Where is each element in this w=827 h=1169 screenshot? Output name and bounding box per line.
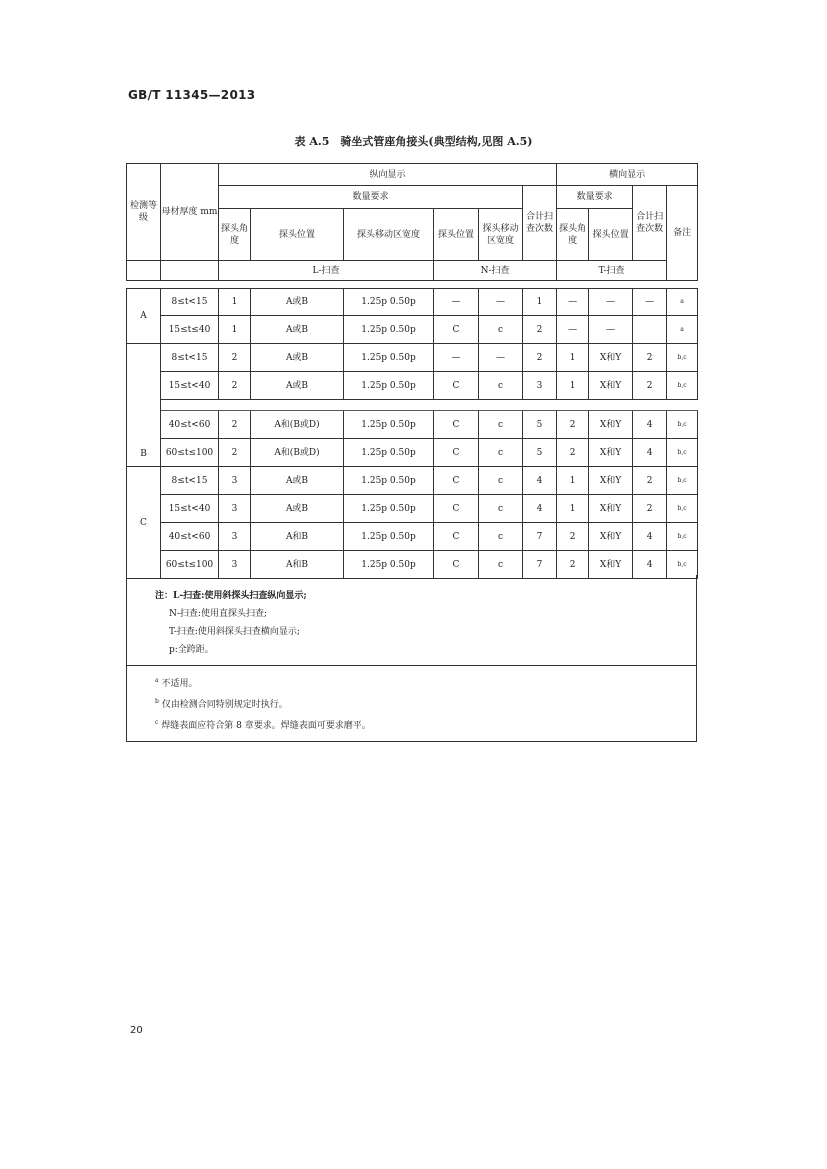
cell-width: 1.25p 0.50p (344, 439, 434, 467)
cell-width: 1.25p 0.50p (344, 372, 434, 400)
cell-n-width: c (479, 439, 523, 467)
cell-pos: A或B (251, 467, 344, 495)
cell-remark: b,c (667, 495, 698, 523)
cell-t-angle: 1 (557, 467, 589, 495)
cell-t-angle: — (557, 316, 589, 344)
header-move-width: 探头移动区宽度 (344, 209, 434, 261)
table-row (127, 289, 698, 316)
cell-pos: A或B (251, 289, 344, 316)
cell-t-angle: 2 (557, 439, 589, 467)
cell-angle: 1 (219, 316, 251, 344)
header-remarks: 备注 (667, 186, 698, 281)
cell-pos: A或B (251, 372, 344, 400)
cell-remark: b,c (667, 551, 698, 579)
note-p-def: p:全跨距。 (169, 645, 214, 655)
table-row (127, 372, 698, 400)
footnote-c-mark: c (155, 719, 159, 726)
cell-t-total: 2 (633, 372, 667, 400)
cell-remark: b,c (667, 467, 698, 495)
table-row (127, 411, 698, 439)
header-transverse: 横向显示 (557, 164, 698, 186)
cell-total: 2 (523, 344, 557, 372)
header-t-probe-pos: 探头位置 (589, 209, 633, 261)
footnote-c (155, 714, 696, 735)
cell-thickness: 40≤t<60 (161, 411, 219, 439)
cell-total: 4 (523, 495, 557, 523)
cell-t-total: 4 (633, 411, 667, 439)
note-n-scan: N-扫查:使用直探头扫查; (169, 609, 267, 619)
cell-t-angle: — (557, 289, 589, 316)
cell-width: 1.25p 0.50p (344, 523, 434, 551)
cell-remark: b,c (667, 411, 698, 439)
cell-n-pos: C (434, 495, 479, 523)
cell-remark: b,c (667, 439, 698, 467)
cell-t-total: — (633, 289, 667, 316)
cell-t-pos: X和Y (589, 467, 633, 495)
cell-remark: a (667, 289, 698, 316)
cell-width: 1.25p 0.50p (344, 495, 434, 523)
cell-t-pos: X和Y (589, 551, 633, 579)
header-qty-req: 数量要求 (219, 186, 523, 209)
cell-n-pos: C (434, 439, 479, 467)
header-thickness: 母材厚度 mm (161, 164, 219, 261)
cell-n-pos: C (434, 467, 479, 495)
header-longitudinal: 纵向显示 (219, 164, 557, 186)
cell-n-pos: C (434, 551, 479, 579)
cell-thickness: 40≤t<60 (161, 523, 219, 551)
cell-t-pos: X和Y (589, 523, 633, 551)
cell-thickness: 15≤t<40 (161, 495, 219, 523)
cell-n-pos: C (434, 372, 479, 400)
table-row (127, 344, 698, 372)
header-n-probe-pos: 探头位置 (434, 209, 479, 261)
footnotes-block (127, 666, 696, 741)
header-t-scan: T-扫查 (557, 261, 667, 281)
table-row (127, 316, 698, 344)
cell-pos: A和(B或D) (251, 411, 344, 439)
page-break-gap (127, 400, 698, 411)
cell-t-total: 4 (633, 551, 667, 579)
cell-thickness: 60≤t≤100 (161, 439, 219, 467)
notes-box (126, 575, 697, 742)
notes-block (127, 575, 696, 666)
header-t-qty-req: 数量要求 (557, 186, 633, 209)
cell-total: 5 (523, 439, 557, 467)
cell-t-angle: 2 (557, 551, 589, 579)
note-l-scan: 注：L-扫查:使用斜探头扫查纵向显示; (155, 591, 307, 601)
cell-t-pos: X和Y (589, 411, 633, 439)
cell-pos: A或B (251, 316, 344, 344)
cell-pos: A或B (251, 344, 344, 372)
table-row (127, 495, 698, 523)
cell-t-angle: 1 (557, 344, 589, 372)
level-a: A (127, 289, 161, 344)
cell-t-angle: 1 (557, 372, 589, 400)
header-t-total: 合计扫查次数 (633, 186, 667, 261)
cell-n-width: c (479, 523, 523, 551)
header-n-scan: N-扫查 (434, 261, 557, 281)
cell-angle: 3 (219, 523, 251, 551)
inspection-table (126, 163, 697, 579)
cell-width: 1.25p 0.50p (344, 344, 434, 372)
cell-n-width: c (479, 495, 523, 523)
header-probe-pos: 探头位置 (251, 209, 344, 261)
cell-n-pos: C (434, 316, 479, 344)
header-l-scan: L-扫查 (219, 261, 434, 281)
cell-n-pos: C (434, 411, 479, 439)
cell-t-total: 4 (633, 439, 667, 467)
cell-n-width: c (479, 411, 523, 439)
cell-pos: A和(B或D) (251, 439, 344, 467)
table-row (127, 467, 698, 495)
cell-angle: 3 (219, 495, 251, 523)
cell-n-width: — (479, 344, 523, 372)
cell-n-pos: — (434, 289, 479, 316)
cell-t-pos: X和Y (589, 439, 633, 467)
header-n-move-width: 探头移动区宽度 (479, 209, 523, 261)
cell-t-pos: — (589, 289, 633, 316)
cell-t-pos: X和Y (589, 344, 633, 372)
cell-t-total: 2 (633, 495, 667, 523)
note-t-scan: T-扫查:使用斜探头扫查横向显示; (169, 627, 300, 637)
cell-t-pos: — (589, 316, 633, 344)
header-probe-angle: 探头角度 (219, 209, 251, 261)
cell-pos: A和B (251, 523, 344, 551)
cell-n-width: c (479, 316, 523, 344)
cell-thickness: 15≤t≤40 (161, 316, 219, 344)
cell-remark: b,c (667, 372, 698, 400)
cell-total: 7 (523, 523, 557, 551)
header-level: 检测等级 (127, 164, 161, 261)
cell-n-width: c (479, 551, 523, 579)
cell-pos: A或B (251, 495, 344, 523)
cell-n-pos: — (434, 344, 479, 372)
cell-t-total: 4 (633, 523, 667, 551)
cell-angle: 2 (219, 372, 251, 400)
table-row (127, 439, 698, 467)
cell-n-width: c (479, 372, 523, 400)
cell-total: 7 (523, 551, 557, 579)
cell-width: 1.25p 0.50p (344, 551, 434, 579)
footnote-b-text: 仅由检测合同特别规定时执行。 (161, 700, 288, 710)
cell-angle: 1 (219, 289, 251, 316)
level-c: C (127, 467, 161, 579)
page-number: 20 (130, 1025, 143, 1036)
cell-width: 1.25p 0.50p (344, 289, 434, 316)
cell-angle: 3 (219, 551, 251, 579)
cell-t-pos: X和Y (589, 495, 633, 523)
cell-total: 3 (523, 372, 557, 400)
cell-n-width: c (479, 467, 523, 495)
cell-remark: b,c (667, 523, 698, 551)
cell-t-angle: 1 (557, 495, 589, 523)
cell-n-width: — (479, 289, 523, 316)
footnote-a-text: 不适用。 (161, 679, 198, 689)
footnote-b (155, 693, 696, 714)
cell-total: 4 (523, 467, 557, 495)
cell-thickness: 8≤t<15 (161, 467, 219, 495)
header-total: 合计扫查次数 (523, 186, 557, 261)
footnote-a-mark: a (155, 677, 159, 684)
cell-thickness: 8≤t<15 (161, 344, 219, 372)
cell-angle: 2 (219, 411, 251, 439)
cell-remark: a (667, 316, 698, 344)
cell-t-pos: X和Y (589, 372, 633, 400)
cell-width: 1.25p 0.50p (344, 467, 434, 495)
cell-n-pos: C (434, 523, 479, 551)
cell-remark: b,c (667, 344, 698, 372)
cell-t-total: 2 (633, 344, 667, 372)
cell-width: 1.25p 0.50p (344, 316, 434, 344)
cell-t-angle: 2 (557, 523, 589, 551)
standard-number: GB/T 11345—2013 (128, 88, 256, 102)
cell-total: 5 (523, 411, 557, 439)
cell-thickness: 15≤t<40 (161, 372, 219, 400)
cell-angle: 2 (219, 439, 251, 467)
cell-angle: 2 (219, 344, 251, 372)
footnote-c-text: 焊缝表面应符合第 8 章要求。焊缝表面可要求磨平。 (161, 721, 371, 731)
cell-thickness: 60≤t≤100 (161, 551, 219, 579)
cell-pos: A和B (251, 551, 344, 579)
header-t-probe-angle: 探头角度 (557, 209, 589, 261)
cell-total: 2 (523, 316, 557, 344)
cell-t-total (633, 316, 667, 344)
cell-width: 1.25p 0.50p (344, 411, 434, 439)
table-caption: 表 A.5 骑坐式管座角接头(典型结构,见图 A.5) (294, 135, 533, 148)
footnote-b-mark: b (155, 698, 159, 705)
footnote-a (155, 672, 696, 693)
table-row (127, 523, 698, 551)
cell-angle: 3 (219, 467, 251, 495)
cell-total: 1 (523, 289, 557, 316)
level-b: B (127, 344, 161, 467)
cell-t-angle: 2 (557, 411, 589, 439)
cell-t-total: 2 (633, 467, 667, 495)
cell-thickness: 8≤t<15 (161, 289, 219, 316)
